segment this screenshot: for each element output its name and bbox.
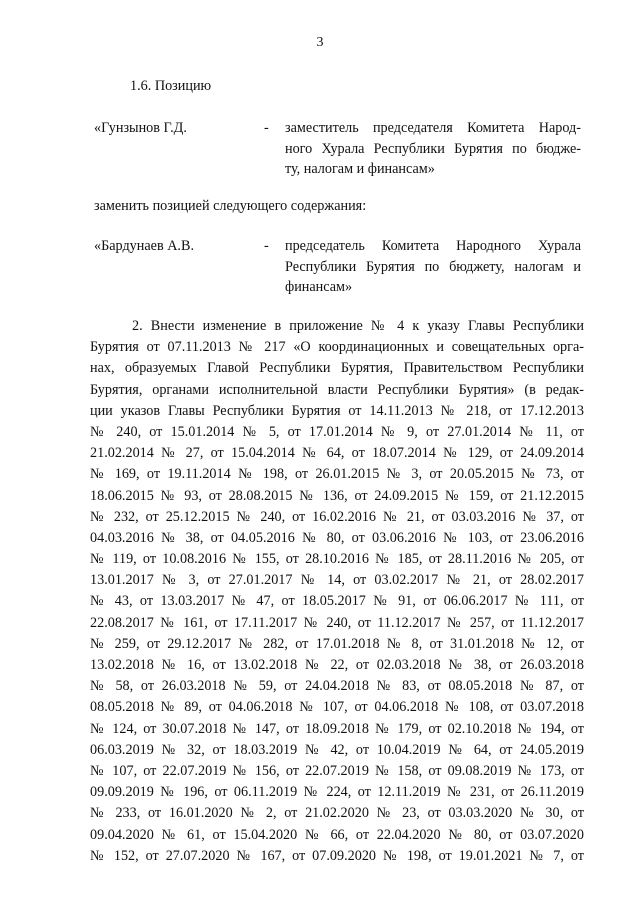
paragraph-line: № 43, от 13.03.2017 № 47, от 18.05.2017 № 91, от 06.06.2017 № 111, от [90,593,584,610]
paragraph-line: 2. Внести изменение в приложение № 4 к указу Главы Республики [132,318,584,334]
paragraph-line: 08.05.2018 № 89, от 04.06.2018 № 107, от 04.06.2018 № 108, от 03.07.2018 [90,699,584,716]
new-entry-description [285,236,581,298]
new-entry-name: «Бардунаев А.В. [94,238,194,254]
paragraph-line: Бурятия от 07.11.2013 № 217 «О координационных и совещательных орга- [90,339,584,356]
paragraph-line: № 119, от 10.08.2016 № 155, от 28.10.2016 № 185, от 28.11.2016 № 205, от [90,551,584,568]
paragraph-line: № 124, от 30.07.2018 № 147, от 18.09.2018 № 179, от 02.10.2018 № 194, от [90,720,584,737]
paragraph-line: нах, образуемых Главой Республики Бурятия, Правительством Республики [90,360,584,377]
paragraph-line: 09.04.2020 № 61, от 15.04.2020 № 66, от 22.04.2020 № 80, от 03.07.2020 [90,826,584,843]
paragraph-line: 21.02.2014 № 27, от 15.04.2014 № 64, от 18.07.2014 № 129, от 24.09.2014 [90,445,584,462]
old-entry-description-line: заместитель председателя Комитета Народ- [285,120,581,136]
new-entry-description-line: финансам» [285,279,353,295]
paragraph-line: № 107, от 22.07.2019 № 156, от 22.07.2019 № 158, от 09.08.2019 № 173, от [90,762,584,779]
section-heading: 1.6. Позицию [130,78,212,94]
paragraph-line: 22.08.2017 № 161, от 17.11.2017 № 240, от 11.12.2017 № 257, от 11.12.2017 [90,614,584,631]
amendment-paragraph [90,316,584,867]
old-entry-description [285,118,581,180]
new-entry-description-line: председатель Комитета Народного Хурала [285,238,581,254]
paragraph-line: ции указов Главы Республики Бурятия от 14.11.2013 № 218, от 17.12.2013 [90,402,584,419]
paragraph-line: 13.01.2017 № 3, от 27.01.2017 № 14, от 03.02.2017 № 21, от 28.02.2017 [90,572,584,589]
paragraph-line: 06.03.2019 № 32, от 18.03.2019 № 42, от 10.04.2019 № 64, от 24.05.2019 [90,741,584,758]
paragraph-line: № 232, от 25.12.2015 № 240, от 16.02.2016 № 21, от 03.03.2016 № 37, от [90,508,584,525]
paragraph-line: № 58, от 26.03.2018 № 59, от 24.04.2018 № 83, от 08.05.2018 № 87, от [90,678,584,695]
paragraph-line: № 169, от 19.11.2014 № 198, от 26.01.2015 № 3, от 20.05.2015 № 73, от [90,466,584,483]
paragraph-line: № 240, от 15.01.2014 № 5, от 17.01.2014 № 9, от 27.01.2014 № 11, от [90,423,584,440]
paragraph-line: 13.02.2018 № 16, от 13.02.2018 № 22, от 02.03.2018 № 38, от 26.03.2018 [90,657,584,673]
paragraph-line: 09.09.2019 № 196, от 06.11.2019 № 224, от 12.11.2019 № 231, от 26.11.2019 [90,784,584,801]
page-number: 3 [316,35,324,50]
paragraph-line: № 259, от 29.12.2017 № 282, от 17.01.2018 № 8, от 31.01.2018 № 12, от [90,635,584,652]
new-entry-dash: - [264,238,269,254]
paragraph-line: 04.03.2016 № 38, от 04.05.2016 № 80, от 03.06.2016 № 103, от 23.06.2016 [90,529,584,546]
paragraph-line: № 233, от 16.01.2020 № 2, от 21.02.2020 № 23, от 03.03.2020 № 30, от [90,805,584,822]
old-entry-name: «Гунзынов Г.Д. [94,120,187,136]
paragraph-line: 18.06.2015 № 93, от 28.08.2015 № 136, от 24.09.2015 № 159, от 21.12.2015 [90,487,584,504]
new-entry-description-line: Республики Бурятия по бюджету, налогам и [285,258,581,275]
old-entry-description-line: ту, налогам и финансам» [285,161,435,177]
paragraph-line: № 152, от 27.07.2020 № 167, от 07.09.2020 № 198, от 19.01.2021 № 7, от [90,847,584,864]
old-entry-description-line: ного Хурала Республики Бурятия по бюдже- [285,140,581,157]
old-entry-dash: - [264,120,269,136]
replace-instruction: заменить позицией следующего содержания: [94,198,367,214]
paragraph-line: Бурятия, органами исполнительной власти Республики Бурятия» (в редак- [90,381,584,398]
